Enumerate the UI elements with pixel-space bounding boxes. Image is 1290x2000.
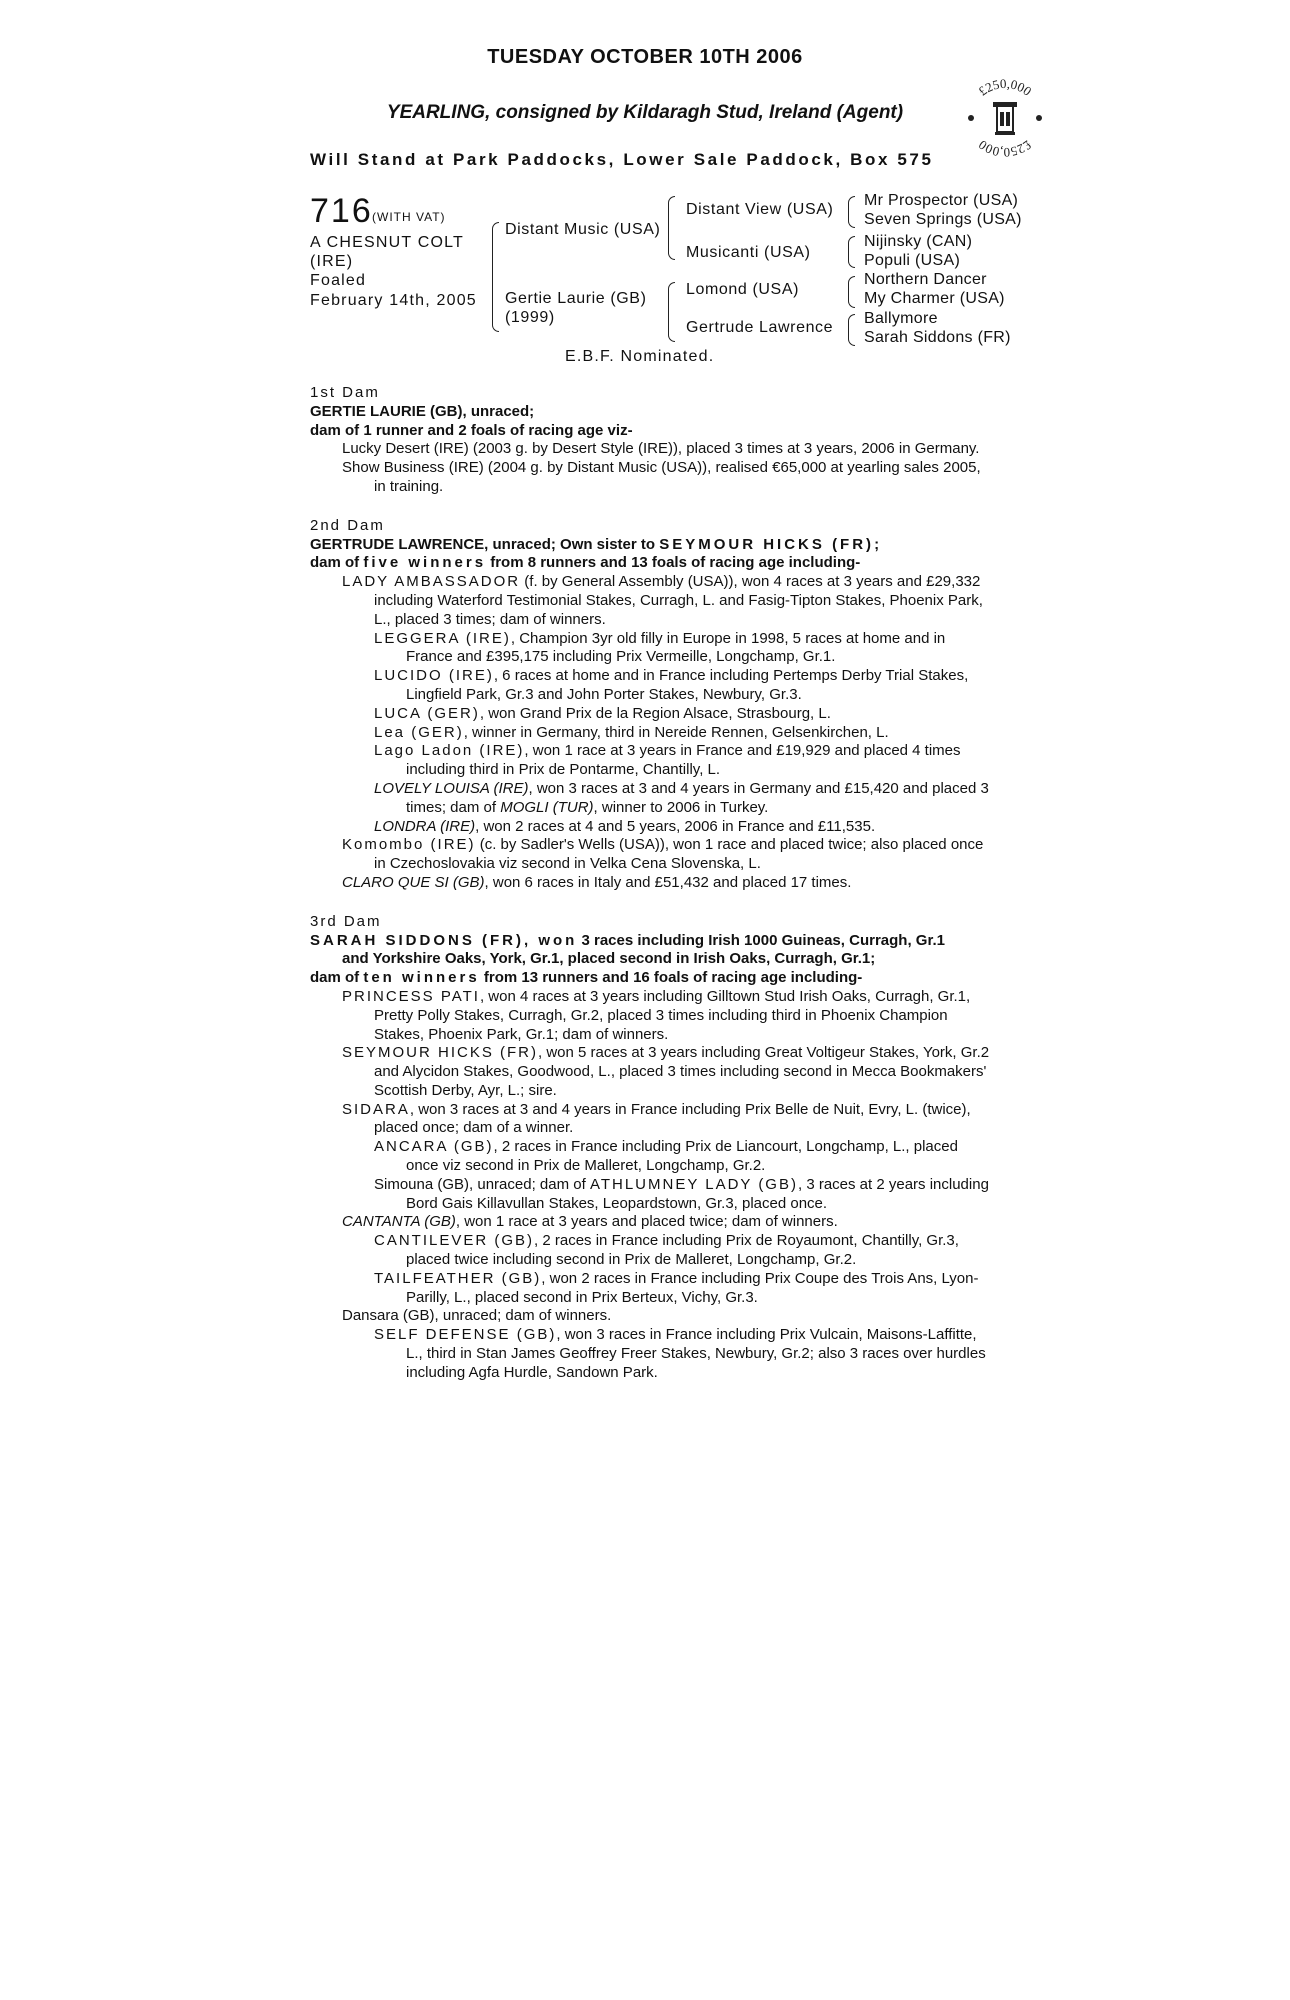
first-dam-record: dam of 1 runner and 2 foals of racing age viz-: [310, 421, 633, 439]
pedigree-dam-sire: Lomond (USA): [686, 281, 800, 298]
progeny-entry: Komombo (IRE) (c. by Sadler's Wells (USA)), won 1 race and placed twice; also placed once in Czechoslovakia viz second in Velka Cena Slovenska, L.: [342, 836, 984, 873]
stand-location: Will Stand at Park Paddocks, Lower Sale Paddock, Box 575: [310, 150, 934, 169]
page-date: TUESDAY OCTOBER 10TH 2006: [487, 46, 803, 68]
pedigree-g7: Ballymore: [864, 310, 938, 327]
progeny-entry: LUCA (GER), won Grand Prix de la Region Alsace, Strasbourg, L.: [374, 704, 831, 722]
progeny-entry: LUCIDO (IRE), 6 races at home and in France including Pertemps Derby Trial Stakes, Lingfield Park, Gr.3 and John Porter Stakes, Newbury, Gr.3.: [374, 667, 969, 703]
consignment-line: YEARLING, consigned by Kildaragh Stud, Ireland (Agent): [386, 102, 904, 123]
svg-text:£250,000: [976, 76, 1035, 99]
progeny-entry: LONDRA (IRE), won 2 races at 4 and 5 years, 2006 in France and £11,535.: [374, 817, 876, 835]
pedigree-dam: Gertie Laurie (GB): [505, 290, 647, 307]
third-dam-record: dam of ten winners from 13 runners and 16 foals of racing age including-: [310, 969, 863, 987]
progeny-entry: CANTILEVER (GB), 2 races in France including Prix de Royaumont, Chantilly, Gr.3, placed twice including second in Prix de Malleret, Longchamp, Gr.2.: [374, 1232, 959, 1269]
pedigree-g4: Populi (USA): [864, 252, 961, 269]
pedigree-bracket: [848, 196, 855, 228]
pedigree-bracket: [668, 196, 675, 260]
pedigree-g3: Nijinsky (CAN): [864, 233, 973, 250]
progeny-entry: Simouna (GB), unraced; dam of ATHLUMNEY LADY (GB), 3 races at 2 years including Bord Gais Killavullan Stakes, Leopardstown, Gr.3, placed once.: [374, 1175, 989, 1212]
seal-bottom-text: £250,000: [975, 137, 1035, 161]
price-seal-icon: [955, 68, 1055, 168]
progeny-entry: Dansara (GB), unraced; dam of winners.: [342, 1307, 612, 1325]
third-dam-heading: 3rd Dam: [310, 912, 382, 930]
pedigree-bracket: [848, 236, 855, 268]
progeny-entry: Show Business (IRE) (2004 g. by Distant Music (USA)), realised €65,000 at yearling sales 2005, in training.: [342, 459, 981, 495]
progeny-entry: Lago Ladon (IRE), won 1 race at 3 years in France and £19,929 and placed 4 times including third in Prix de Pontarme, Chantilly, L.: [374, 742, 961, 779]
pedigree-g5: Northern Dancer: [864, 271, 987, 288]
lot-description: A CHESNUT COLT: [310, 234, 465, 251]
svg-text:£250,000: [976, 137, 1035, 160]
pedigree-bracket: [668, 282, 675, 342]
progeny-entry: ANCARA (GB), 2 races in France including Prix de Liancourt, Longchamp, L., placed once viz second in Prix de Malleret, Longchamp, Gr.2.: [374, 1138, 958, 1175]
pedigree-sire-dam: Musicanti (USA): [686, 244, 811, 261]
first-dam-heading: 1st Dam: [310, 384, 380, 401]
third-dam-name-line: SARAH SIDDONS (FR), won 3 races including Irish 1000 Guineas, Curragh, Gr.1: [310, 931, 945, 949]
progeny-entry: SELF DEFENSE (GB), won 3 races in France including Prix Vulcain, Maisons-Laffitte, L., third in Stan James Geoffrey Freer Stakes, Newbury, Gr.2; also 3 races over hurdles including Agfa Hurdle, Sandown Park.: [374, 1326, 986, 1381]
pedigree-dam-dam: Gertrude Lawrence: [686, 319, 834, 336]
second-dam-record: dam of five winners from 8 runners and 13 foals of racing age including-: [310, 554, 861, 572]
lot-description-country: (IRE): [310, 253, 354, 270]
pedigree-bracket: [492, 222, 499, 332]
second-dam-name-line: GERTRUDE LAWRENCE, unraced; Own sister to SEYMOUR HICKS (FR);: [310, 535, 880, 553]
pedigree-g1: Mr Prospector (USA): [864, 192, 1019, 209]
progeny-entry: LADY AMBASSADOR (f. by General Assembly (USA)), won 4 races at 3 years and £29,332 including Waterford Testimonial Stakes, Curragh, L. and Fasig-Tipton Stakes, Phoenix Park, L., placed 3 times; dam of winners.: [342, 573, 983, 628]
second-dam-heading: 2nd Dam: [310, 516, 385, 534]
pedigree-g2: Seven Springs (USA): [864, 211, 1022, 228]
progeny-entry: LEGGERA (IRE), Champion 3yr old filly in Europe in 1998, 5 races at home and in France and £395,175 including Prix Vermeille, Longchamp, Gr.1.: [374, 629, 946, 666]
progeny-entry: CANTANTA (GB), won 1 race at 3 years and placed twice; dam of winners.: [342, 1213, 838, 1231]
progeny-entry: Lea (GER), winner in Germany, third in Nereide Rennen, Gelsenkirchen, L.: [374, 723, 889, 741]
lot-number: 716: [310, 192, 373, 230]
progeny-entry: CLARO QUE SI (GB), won 6 races in Italy and £51,432 and placed 17 times.: [342, 873, 852, 891]
foaled-label: Foaled: [310, 272, 367, 289]
ebf-nomination: E.B.F. Nominated.: [565, 348, 715, 365]
pedigree-sire-sire: Distant View (USA): [686, 201, 834, 218]
foaled-date: February 14th, 2005: [310, 292, 477, 309]
progeny-entry: Lucky Desert (IRE) (2003 g. by Desert Style (IRE)), placed 3 times at 3 years, 2006 in Germany.: [342, 440, 980, 458]
progeny-entry: TAILFEATHER (GB), won 2 races in France including Prix Coupe des Trois Ans, Lyon-Parilly, L., placed second in Prix Berteux, Vichy, Gr.3.: [374, 1269, 979, 1306]
third-dam-name-line2: and Yorkshire Oaks, York, Gr.1, placed second in Irish Oaks, Curragh, Gr.1;: [342, 950, 876, 968]
seal-top-text: £250,000: [975, 75, 1035, 99]
progeny-entry: SEYMOUR HICKS (FR), won 5 races at 3 years including Great Voltigeur Stakes, York, Gr.2 and Alycidon Stakes, Goodwood, L., placed 3 times including second in Mecca Bookmakers' Scottish Derby, Ayr, L.; sire.: [342, 1044, 990, 1099]
progeny-entry: SIDARA, won 3 races at 3 and 4 years in France including Prix Belle de Nuit, Evry, L. (twice), placed once; dam of a winner.: [342, 1100, 971, 1137]
pedigree-bracket: [848, 276, 855, 308]
first-dam-name: GERTIE LAURIE (GB), unraced;: [310, 402, 535, 420]
catalogue-body: [310, 384, 990, 1383]
lot-vat: (WITH VAT): [372, 210, 446, 224]
pedigree-g8: Sarah Siddons (FR): [864, 329, 1011, 346]
pedigree-g6: My Charmer (USA): [864, 290, 1005, 307]
progeny-entry: PRINCESS PATI, won 4 races at 3 years including Gilltown Stud Irish Oaks, Curragh, Gr.1, Pretty Polly Stakes, Curragh, Gr.2, placed 3 times including third in Phoenix Champion Stakes, Phoenix Park, Gr.1; dam of winners.: [342, 987, 971, 1043]
pedigree-dam-year: (1999): [505, 309, 555, 326]
progeny-entry: LOVELY LOUISA (IRE), won 3 races at 3 and 4 years in Germany and £15,420 and placed 3 times; dam of MOGLI (TUR), winner to 2006 in Turkey.: [374, 779, 989, 816]
pedigree-bracket: [848, 314, 855, 346]
pedigree-sire: Distant Music (USA): [505, 221, 661, 238]
